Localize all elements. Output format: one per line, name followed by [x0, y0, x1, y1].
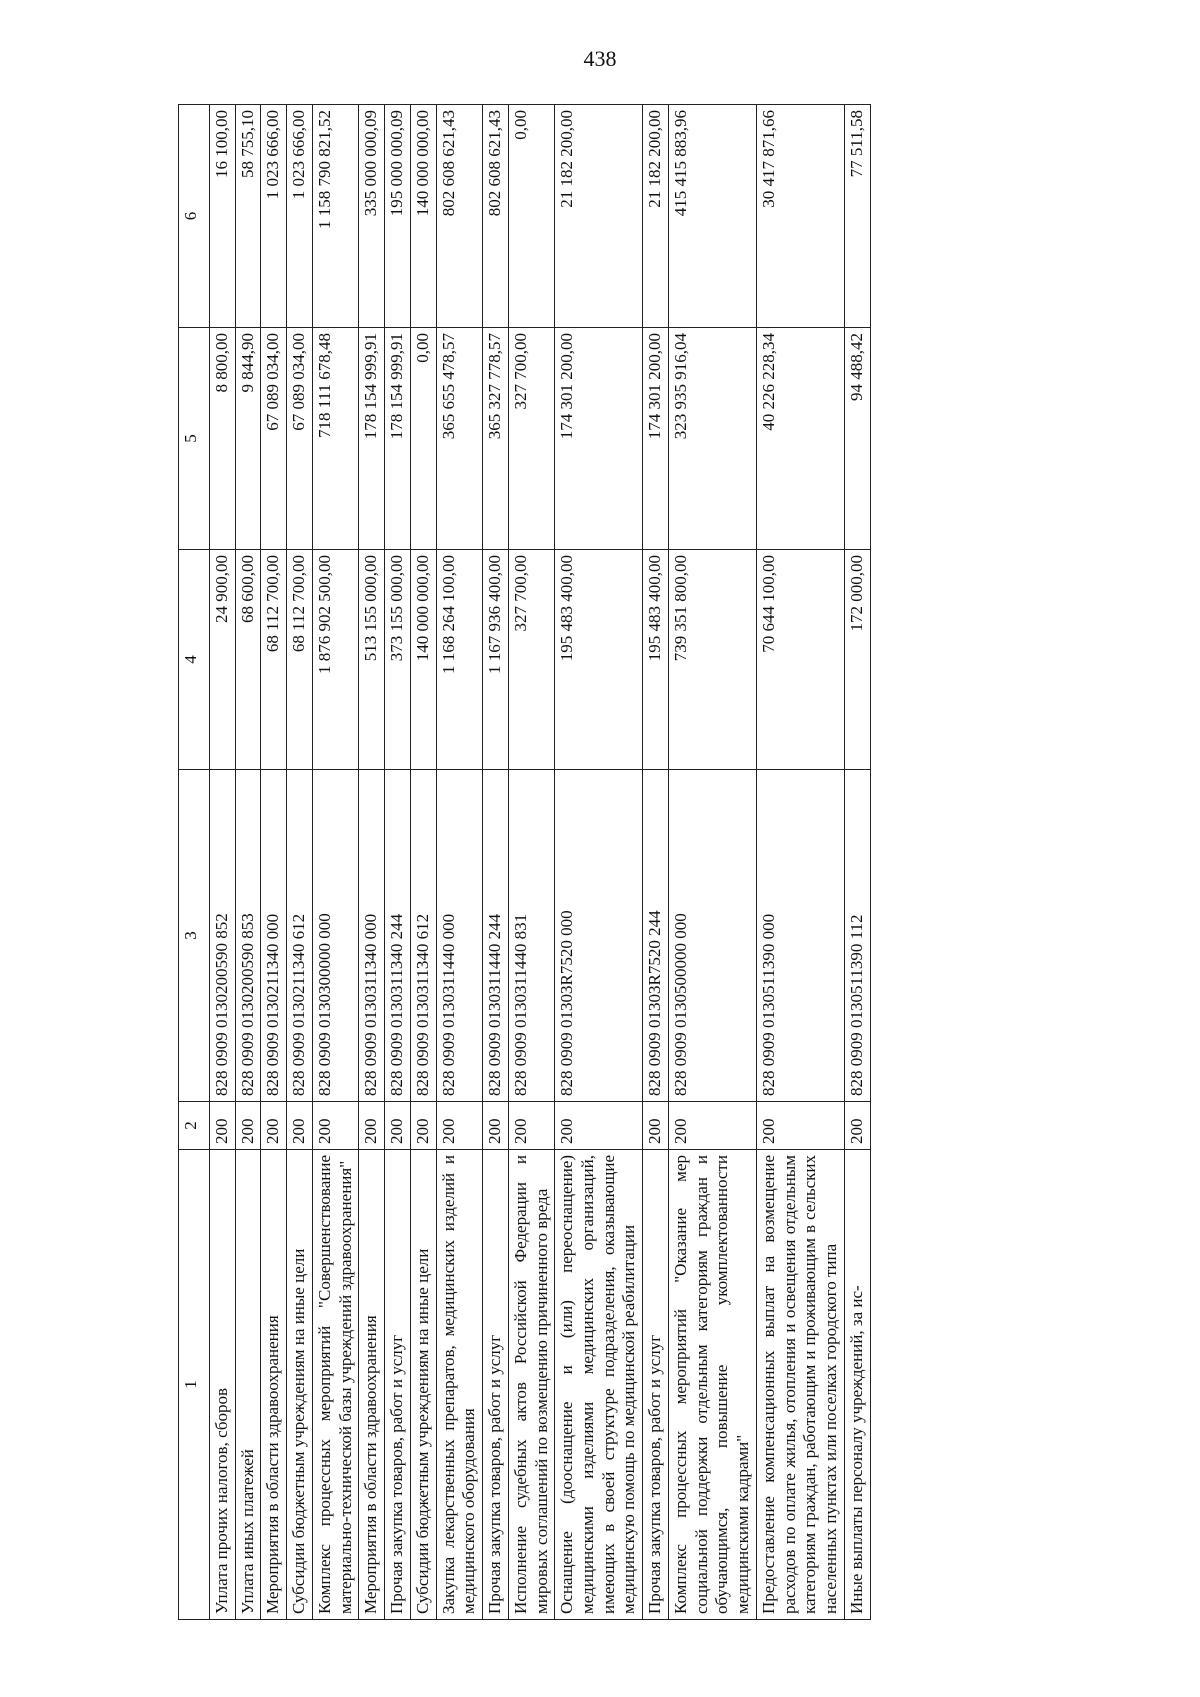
row-amount-approved-cell: 513 155 000,00: [359, 550, 385, 770]
row-classification-cell: 828 0909 0130311340 612: [410, 770, 436, 1102]
table-header-row: [179, 105, 210, 1620]
row-amount-remaining-cell: 1 158 790 821,52: [312, 105, 358, 328]
table-row: [643, 105, 669, 1620]
row-amount-executed-cell: 8 800,00: [210, 328, 236, 550]
row-amount-remaining-cell: 58 755,10: [235, 105, 261, 328]
header-col-3: 3: [179, 770, 210, 1102]
row-amount-remaining-cell: 1 023 666,00: [261, 105, 287, 328]
row-amount-executed-cell: 365 327 778,57: [483, 328, 509, 550]
table-row: [261, 105, 287, 1620]
row-code-cell: 200: [436, 1102, 482, 1150]
row-name-cell: Прочая закупка товаров, работ и услуг: [643, 1150, 669, 1620]
row-classification-cell: 828 0909 0130200590 853: [235, 770, 261, 1102]
row-name-cell: Мероприятия в области здравоохранения: [359, 1150, 385, 1620]
row-amount-approved-cell: 1 876 902 500,00: [312, 550, 358, 770]
row-amount-executed-cell: 365 655 478,57: [436, 328, 482, 550]
table-row: [385, 105, 411, 1620]
page-number: 438: [583, 46, 617, 71]
row-code-cell: 200: [844, 1102, 870, 1150]
table-row: [287, 105, 313, 1620]
table-row: [210, 105, 236, 1620]
row-name-cell: Субсидии бюджетным учреждениям на иные цели: [287, 1150, 313, 1620]
row-classification-cell: 828 0909 0130211340 000: [261, 770, 287, 1102]
row-amount-approved-cell: 739 351 800,00: [668, 550, 756, 770]
header-col-5: 5: [179, 328, 210, 550]
row-amount-approved-cell: 68 112 700,00: [261, 550, 287, 770]
row-code-cell: 200: [235, 1102, 261, 1150]
table-row: [668, 105, 756, 1620]
row-amount-remaining-cell: 30 417 871,66: [756, 105, 844, 328]
row-name-cell: Прочая закупка товаров, работ и услуг: [385, 1150, 411, 1620]
row-classification-cell: 828 0909 0130200590 852: [210, 770, 236, 1102]
row-amount-remaining-cell: 195 000 000,09: [385, 105, 411, 328]
header-col-2: 2: [179, 1102, 210, 1150]
row-amount-approved-cell: 1 167 936 400,00: [483, 550, 509, 770]
row-amount-remaining-cell: 802 608 621,43: [483, 105, 509, 328]
row-code-cell: 200: [756, 1102, 844, 1150]
table-row: [756, 105, 844, 1620]
row-amount-remaining-cell: 16 100,00: [210, 105, 236, 328]
row-amount-remaining-cell: 1 023 666,00: [287, 105, 313, 328]
row-amount-executed-cell: 67 089 034,00: [287, 328, 313, 550]
row-amount-approved-cell: 195 483 400,00: [555, 550, 643, 770]
row-amount-executed-cell: 94 488,42: [844, 328, 870, 550]
row-classification-cell: 828 0909 0130511390 000: [756, 770, 844, 1102]
row-amount-approved-cell: 24 900,00: [210, 550, 236, 770]
row-name-cell: Прочая закупка товаров, работ и услуг: [483, 1150, 509, 1620]
row-classification-cell: 828 0909 0130311440 000: [436, 770, 482, 1102]
row-amount-executed-cell: 323 935 916,04: [668, 328, 756, 550]
row-classification-cell: 828 0909 0130311440 831: [508, 770, 554, 1102]
row-amount-remaining-cell: 802 608 621,43: [436, 105, 482, 328]
row-code-cell: 200: [668, 1102, 756, 1150]
row-classification-cell: 828 0909 0130511390 112: [844, 770, 870, 1102]
table-row: [508, 105, 554, 1620]
row-amount-approved-cell: 68 112 700,00: [287, 550, 313, 770]
row-classification-cell: 828 0909 0130311440 244: [483, 770, 509, 1102]
table-row: [555, 105, 643, 1620]
table-row: [312, 105, 358, 1620]
row-amount-executed-cell: 174 301 200,00: [643, 328, 669, 550]
row-code-cell: 200: [555, 1102, 643, 1150]
row-classification-cell: 828 0909 0130211340 612: [287, 770, 313, 1102]
row-amount-approved-cell: 140 000 000,00: [410, 550, 436, 770]
row-code-cell: 200: [312, 1102, 358, 1150]
row-amount-approved-cell: 195 483 400,00: [643, 550, 669, 770]
row-amount-approved-cell: 68 600,00: [235, 550, 261, 770]
row-amount-remaining-cell: 140 000 000,00: [410, 105, 436, 328]
row-classification-cell: 828 0909 01303R7520 244: [643, 770, 669, 1102]
row-classification-cell: 828 0909 01303R7520 000: [555, 770, 643, 1102]
header-col-1: 1: [179, 1150, 210, 1620]
row-name-cell: Уплата иных платежей: [235, 1150, 261, 1620]
row-amount-approved-cell: 1 168 264 100,00: [436, 550, 482, 770]
row-amount-remaining-cell: 415 415 883,96: [668, 105, 756, 328]
row-name-cell: Мероприятия в области здравоохранения: [261, 1150, 287, 1620]
header-col-4: 4: [179, 550, 210, 770]
table-row: [483, 105, 509, 1620]
row-name-cell: Уплата прочих налогов, сборов: [210, 1150, 236, 1620]
row-name-cell: Иные выплаты персоналу учреждений, за ис-: [844, 1150, 870, 1620]
row-code-cell: 200: [261, 1102, 287, 1150]
row-code-cell: 200: [508, 1102, 554, 1150]
row-name-cell: Закупка лекарственных препаратов, медицинских изделий и медицинского оборудования: [436, 1150, 482, 1620]
row-classification-cell: 828 0909 0130311340 244: [385, 770, 411, 1102]
row-classification-cell: 828 0909 0130300000 000: [312, 770, 358, 1102]
row-classification-cell: 828 0909 0130311340 000: [359, 770, 385, 1102]
row-amount-approved-cell: 172 000,00: [844, 550, 870, 770]
row-name-cell: Оснащение (дооснащение и (или) переоснащение) медицинскими изделиями медицинских организаций, имеющих в своей структуре подразделения, оказывающие медицинскую помощь по медицинской реабилитации: [555, 1150, 643, 1620]
row-name-cell: Субсидии бюджетным учреждениям на иные цели: [410, 1150, 436, 1620]
row-amount-executed-cell: 0,00: [410, 328, 436, 550]
table-row: [844, 105, 870, 1620]
rotated-table-container: [178, 105, 1058, 1620]
row-amount-executed-cell: 9 844,90: [235, 328, 261, 550]
row-code-cell: 200: [287, 1102, 313, 1150]
budget-table: [178, 104, 871, 1620]
row-name-cell: Исполнение судебных актов Российской Федерации и мировых соглашений по возмещению причиненного вреда: [508, 1150, 554, 1620]
row-amount-executed-cell: 327 700,00: [508, 328, 554, 550]
row-code-cell: 200: [410, 1102, 436, 1150]
row-code-cell: 200: [359, 1102, 385, 1150]
row-amount-executed-cell: 718 111 678,48: [312, 328, 358, 550]
row-code-cell: 200: [483, 1102, 509, 1150]
row-amount-executed-cell: 178 154 999,91: [359, 328, 385, 550]
row-code-cell: 200: [643, 1102, 669, 1150]
row-amount-remaining-cell: 0,00: [508, 105, 554, 328]
row-amount-approved-cell: 327 700,00: [508, 550, 554, 770]
row-amount-approved-cell: 373 155 000,00: [385, 550, 411, 770]
row-amount-remaining-cell: 335 000 000,09: [359, 105, 385, 328]
row-amount-executed-cell: 40 226 228,34: [756, 328, 844, 550]
row-amount-executed-cell: 174 301 200,00: [555, 328, 643, 550]
row-amount-remaining-cell: 21 182 200,00: [643, 105, 669, 328]
row-amount-remaining-cell: 77 511,58: [844, 105, 870, 328]
row-name-cell: Предоставление компенсационных выплат на возмещение расходов по оплате жилья, отопления и освещения отдельным категориям граждан, работающим и проживающим в сельских населенных пунктах или поселках городского типа: [756, 1150, 844, 1620]
header-col-6: 6: [179, 105, 210, 328]
table-row: [235, 105, 261, 1620]
row-amount-remaining-cell: 21 182 200,00: [555, 105, 643, 328]
table-row: [436, 105, 482, 1620]
row-name-cell: Комплекс процессных мероприятий "Оказание мер социальной поддержки отдельным категориям граждан и обучающимся, повышение укомплектованности медицинскими кадрами": [668, 1150, 756, 1620]
row-classification-cell: 828 0909 0130500000 000: [668, 770, 756, 1102]
table-row: [410, 105, 436, 1620]
row-code-cell: 200: [385, 1102, 411, 1150]
row-amount-executed-cell: 67 089 034,00: [261, 328, 287, 550]
row-name-cell: Комплекс процессных мероприятий "Совершенствование материально-технической базы учреждений здравоохранения": [312, 1150, 358, 1620]
row-amount-executed-cell: 178 154 999,91: [385, 328, 411, 550]
row-amount-approved-cell: 70 644 100,00: [756, 550, 844, 770]
table-row: [359, 105, 385, 1620]
row-code-cell: 200: [210, 1102, 236, 1150]
